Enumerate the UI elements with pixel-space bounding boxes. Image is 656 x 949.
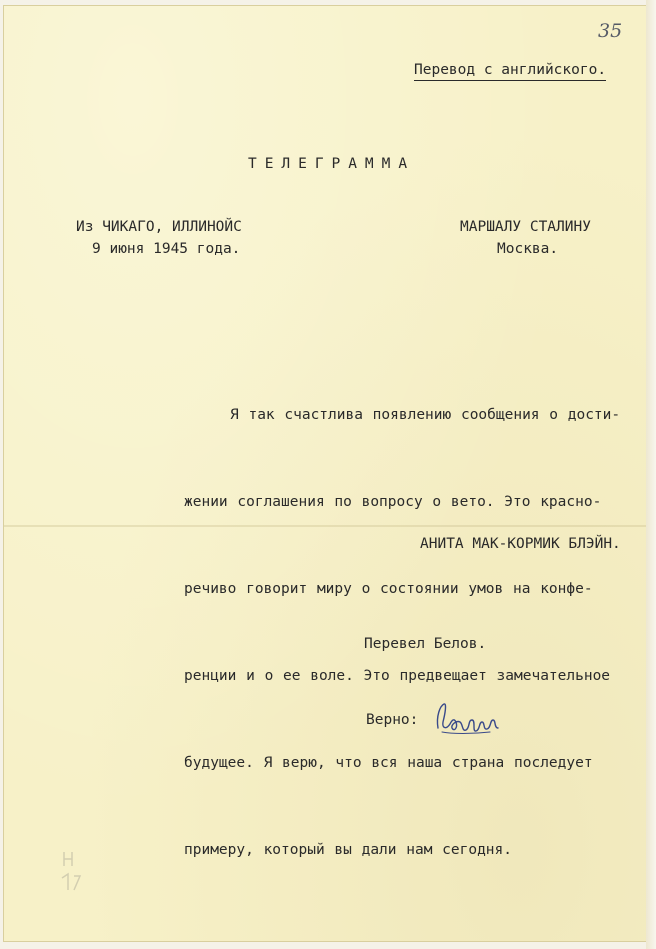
faint-archive-mark [58, 848, 84, 894]
page-number: 35 [598, 20, 623, 42]
sender-signature: АНИТА МАК-КОРМИК БЛЭЙН. [420, 536, 621, 552]
recipient-name: МАРШАЛУ СТАЛИНУ [460, 219, 591, 235]
sender-location: Из ЧИКАГО, ИЛЛИНОЙС [76, 219, 242, 235]
handwritten-signature [432, 698, 506, 740]
telegram-body [184, 343, 620, 923]
body-line: примеру, который вы дали нам сегодня. [184, 842, 513, 858]
sender-date: 9 июня 1945 года. [92, 241, 241, 257]
body-line: речиво говорит миру о состоянии умов на конфе- [184, 581, 593, 597]
body-line: будущее. Я верю, что вся наша страна последует [184, 755, 593, 771]
recipient-city: Москва. [497, 241, 559, 257]
translator-line: Перевел Белов. [364, 636, 487, 652]
scan-edge [646, 0, 656, 949]
translation-note: Перевод с английского. [414, 61, 606, 81]
body-line: жении соглашения по вопросу о вето. Это красно- [184, 494, 602, 510]
body-line: ренции и о ее воле. Это предвещает замечательное [184, 668, 611, 684]
body-line: Я так счастлива появлению сообщения о дости- [230, 407, 621, 423]
document-title: ТЕЛЕГРАММА [248, 156, 416, 172]
verified-label: Верно: [366, 712, 419, 728]
